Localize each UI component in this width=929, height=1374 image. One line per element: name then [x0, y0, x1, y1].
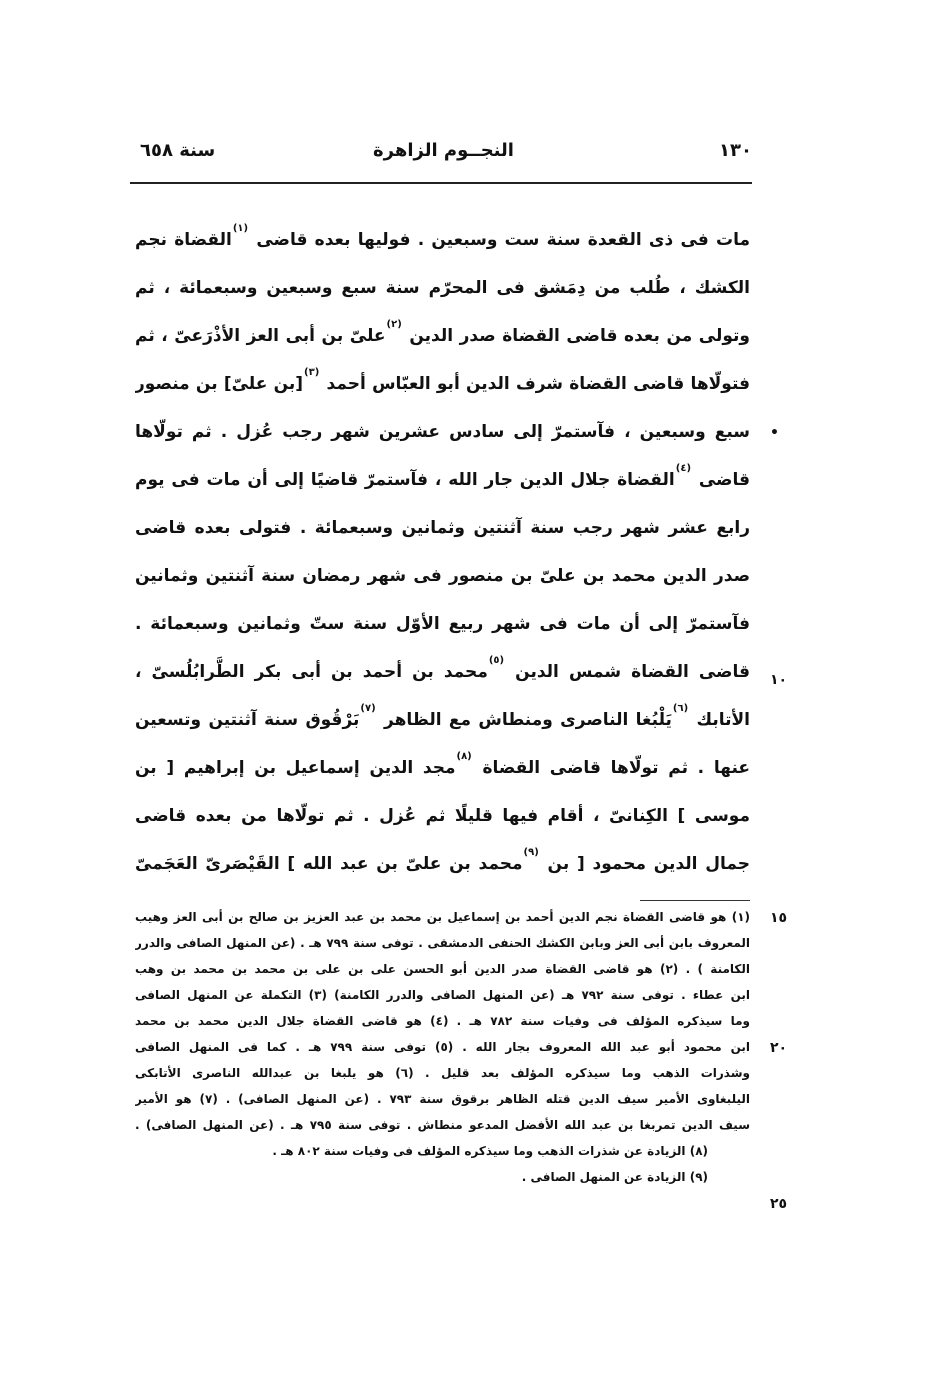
text-line [135, 264, 750, 312]
margin-line-number-25: ٢٥ [770, 1196, 788, 1212]
text-line [135, 744, 750, 792]
text-segment: بن علىّ بن عبد الله ] القَيْصَرىّ العَجَمىّ [135, 854, 471, 874]
text-line [135, 840, 750, 888]
footnote-marker: (٥) [488, 655, 505, 666]
footnote-line: سيف الدين تمربغا بن عبد الله الأفضل المدعو منطاش . توفى سنة ٧٩٥ هـ . (عن المنهل الصافى) . [135, 1118, 750, 1132]
text-line [135, 696, 750, 744]
text-segment: قاضى [692, 470, 750, 490]
footnote-marker: (٦) [672, 703, 689, 714]
footnote-marker: (٣) [304, 367, 320, 378]
margin-bullet: • [770, 425, 779, 441]
page-number: ١٣٠ [719, 140, 752, 161]
text-line [135, 792, 750, 840]
footnote-line: ابن محمود أبو عبد الله المعروف بجار الله . (٥) توفى سنة ٧٩٩ هـ . كما فى المنهل الصافى [135, 1040, 750, 1054]
text-segment: جلال الدين جار الله ، فآستمرّ قاضيًا إلى أن مات فى يوم [135, 470, 611, 490]
text-segment: نجم [135, 230, 167, 250]
main-text [135, 216, 750, 888]
footnote-line: (٩) الزيادة عن المنهل الصافى . [521, 1170, 708, 1184]
text-segment: عنها . ثم تولّاها قاضى القضاة [472, 758, 750, 778]
margin-line-number-10: ١٠ [770, 672, 788, 688]
text-segment: محمد [478, 854, 523, 874]
text-segment: بن منصور [135, 374, 218, 394]
text-segment: رابع عشر شهر رجب سنة آثنتين وثمانين وسبعمائة . فتولى بعده قاضى [135, 518, 750, 538]
text-line [135, 504, 750, 552]
text-segment: يَلْبُغا [635, 710, 672, 730]
text-segment: الناصرى ومنطاش مع الظاهر [376, 710, 636, 730]
footnote-line: وشذرات الذهب وما سيذكره المؤلف بعد قليل . (٦) هو يلبغا بن عبدالله الناصرى الأتابكى [135, 1066, 750, 1080]
text-line [135, 360, 750, 408]
text-segment: الكشك ، طُلب من دِمَشق فى المحرّم سنة سبع وسبعين وسبعمائة ، ثم [135, 278, 750, 298]
footnote-line: (١) هو قاضى القضاة نجم الدين أحمد بن إسماعيل بن محمد بن عبد العزيز بن صالح بن أبى العز وهيب [135, 910, 750, 924]
footnote-line: ابن عطاء . توفى سنة ٧٩٢ هـ (عن المنهل الصافى والدرر الكامنة) (٣) التكملة عن المنهل الصافى [135, 988, 750, 1002]
text-segment: القضاة [617, 470, 675, 490]
text-segment: الأتابك [689, 710, 750, 730]
text-segment: الدين إسماعيل بن إبراهيم [ بن [135, 758, 414, 778]
footnotes [135, 904, 750, 1190]
text-segment: بن أبى العز الأذْرَعىّ ، ثم [135, 326, 344, 346]
header-rule [130, 182, 752, 184]
footnote-line: اليلبغاوى الأمير سيف الدين قتله الظاهر برقوق سنة ٧٩٣ . (عن المنهل الصافى) . (٧) هو الأمير [135, 1092, 750, 1106]
footnote-line: وما سيذكره المؤلف فى وفيات سنة ٧٨٢ هـ . (٤) هو قاضى القضاة جلال الدين محمد بن محمد [135, 1014, 750, 1028]
footnote-marker: (٤) [675, 463, 692, 474]
running-header [135, 140, 752, 174]
footnote-marker: (٩) [523, 847, 539, 858]
text-segment: صدر الدين محمد بن علىّ بن منصور فى شهر رمضان سنة آثنتين وثمانين [135, 566, 750, 586]
footnote-marker: (١) [232, 223, 249, 234]
footnote-line: المعروف بابن أبى العز وبابن الكشك الحنفى الدمشقى . توفى سنة ٧٩٩ هـ . (عن المنهل الصافى والدرر [135, 936, 750, 950]
text-segment: وتولى من بعده قاضى القضاة صدر الدين [402, 326, 750, 346]
text-segment: محمد [443, 662, 488, 682]
text-segment: مجد [422, 758, 456, 778]
footnote-separator [640, 900, 750, 901]
book-title: النجــوم الزاهرة [373, 140, 514, 161]
text-segment: [بن علىّ] [223, 374, 304, 394]
text-segment: علىّ [349, 326, 386, 346]
footnote-marker: (٨) [456, 751, 472, 762]
text-segment: مات فى ذى القعدة سنة ست وسبعين . فوليها بعده قاضى [249, 230, 750, 250]
footnote-marker: (٢) [386, 319, 402, 330]
text-line [135, 552, 750, 600]
header-year: سنة ٦٥٨ [140, 140, 216, 161]
text-segment: جمال الدين محمود [ بن [539, 854, 750, 874]
text-line [135, 216, 750, 264]
text-segment: قاضى القضاة شمس الدين [505, 662, 750, 682]
text-line [135, 648, 750, 696]
text-segment: سبع وسبعين ، فآستمرّ إلى سادس عشرين شهر رجب عُزل . ثم تولّاها [135, 422, 750, 442]
text-segment: القضاة [174, 230, 232, 250]
text-segment: فآستمرّ إلى أن مات فى شهر ربيع الأوّل سنة ستّ وثمانين وسبعمائة . [135, 614, 750, 634]
text-line [135, 600, 750, 648]
text-segment: فتولّاها قاضى القضاة شرف الدين أبو العبّاس أحمد [320, 374, 750, 394]
footnote-marker: (٧) [360, 703, 376, 714]
text-segment: سنة آثنتين وتسعين [135, 710, 299, 730]
text-line [135, 456, 750, 504]
text-segment: بَرْقُوق [305, 710, 360, 730]
text-segment: بن أحمد بن أبى بكر الطَّرابُلُسىّ ، [135, 662, 434, 682]
footnote-line: (٨) الزيادة عن شذرات الذهب وما سيذكره المؤلف فى وفيات سنة ٨٠٢ هـ . [272, 1144, 708, 1158]
margin-line-number-15: ١٥ [770, 910, 788, 926]
text-segment: موسى ] الكِنانىّ ، أقام فيها قليلًا ثم عُزل . ثم تولّاها من بعده قاضى [135, 806, 750, 826]
footnote-line: الكامنة ) . (٢) هو قاضى القضاة صدر الدين أبو الحسن على بن على بن محمد بن محمد بن وهب [135, 962, 750, 976]
text-line [135, 312, 750, 360]
text-line [135, 408, 750, 456]
margin-line-number-20: ٢٠ [770, 1040, 788, 1056]
